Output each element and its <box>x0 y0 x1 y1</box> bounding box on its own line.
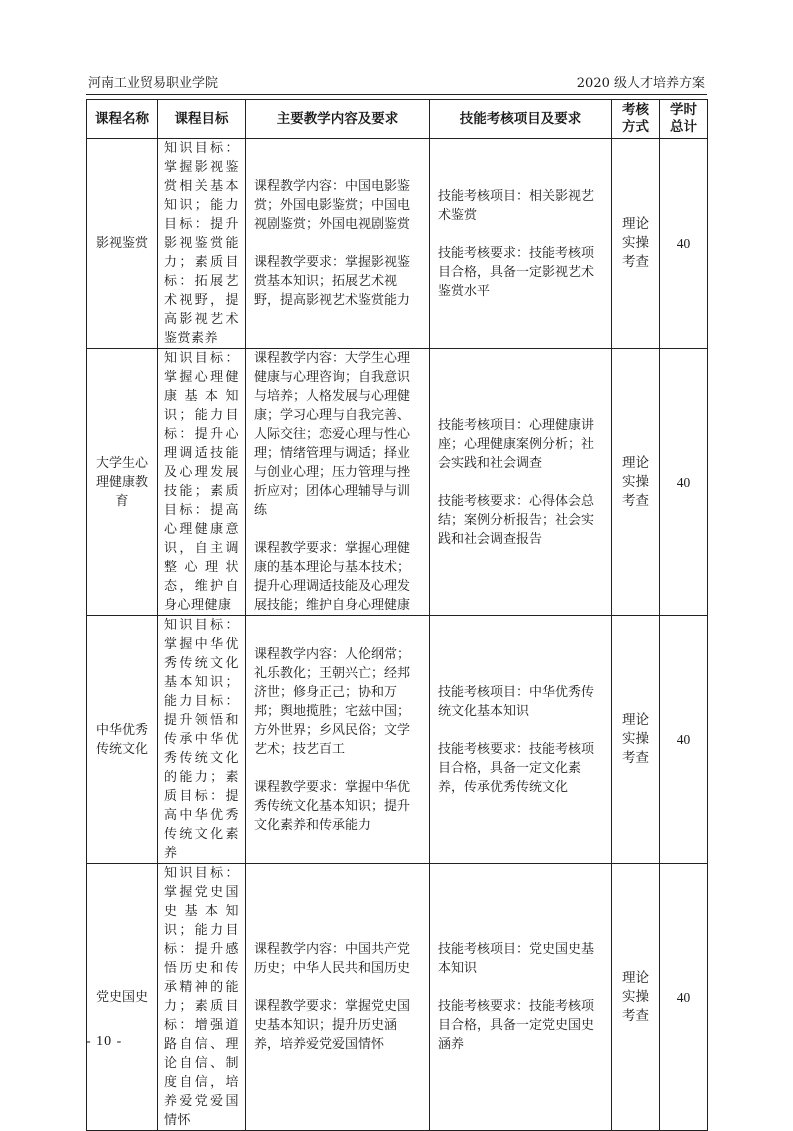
course-name: 大学生心理健康教育 <box>87 349 158 616</box>
page-number: - 10 - <box>86 1034 123 1049</box>
course-goal: 知识目标：掌握影视鉴赏相关基本知识；能力目标：提升影视鉴赏能力；素质目标：拓展艺术视野，提高影视艺术鉴赏素养 <box>158 139 246 349</box>
page-header <box>86 72 707 95</box>
assessment-method: 理论实操考查 <box>612 139 660 349</box>
course-name: 党史国史 <box>87 864 158 1131</box>
col-header-total-hours: 学时 总计 <box>660 100 708 139</box>
header-school-name: 河南工业贸易职业学院 <box>88 76 219 91</box>
total-hours: 40 <box>660 349 708 616</box>
skill-assessment <box>430 139 612 349</box>
col-header-course-goal: 课程目标 <box>158 100 246 139</box>
total-hours: 40 <box>660 616 708 864</box>
content-requirement: 课程教学要求：掌握党史国史基本知识；提升历史涵养，培养爱党爱国情怀 <box>254 999 411 1052</box>
total-hours: 40 <box>660 139 708 349</box>
skill-requirement: 技能考核要求：心得体会总结；案例分析报告；社会实践和社会调查报告 <box>438 493 595 547</box>
skill-assessment <box>430 864 612 1131</box>
assessment-method: 理论实操考查 <box>612 349 660 616</box>
course-goal: 知识目标：掌握心理健康基本知识；能力目标：提升心理调适技能及心理发展技能；素质目标：提高心理健康意识，自主调整心理状态，维护自身心理健康 <box>158 349 246 616</box>
skill-items: 技能考核项目：党史国史基本知识 <box>438 942 595 976</box>
teaching-content <box>246 864 430 1131</box>
skill-items: 技能考核项目：心理健康讲座；心理健康案例分析；社会实践和社会调查 <box>438 417 595 471</box>
col-header-skill-assessment: 技能考核项目及要求 <box>430 100 612 139</box>
course-table <box>86 99 708 1131</box>
course-goal: 知识目标：掌握党史国史基本知识；能力目标：提升感悟历史和传承精神的能力；素质目标：增强道路自信、理论自信、制度自信，培养爱党爱国情怀 <box>158 864 246 1131</box>
course-name: 中华优秀传统文化 <box>87 616 158 864</box>
skill-requirement: 技能考核要求：技能考核项目合格，具备一定文化素养，传承优秀传统文化 <box>438 741 595 795</box>
total-hours: 40 <box>660 864 708 1131</box>
table-row <box>87 349 708 616</box>
table-row <box>87 864 708 1131</box>
header-plan-title: 2020 级人才培养方案 <box>576 76 705 91</box>
course-goal: 知识目标：掌握中华优秀传统文化基本知识；能力目标：提升领悟和传承中华优秀传统文化的能力；素质目标：提高中华优秀传统文化素养 <box>158 616 246 864</box>
col-header-teaching-content: 主要教学内容及要求 <box>246 100 430 139</box>
skill-requirement: 技能考核要求：技能考核项目合格，具备一定党史国史涵养 <box>438 999 595 1052</box>
skill-requirement: 技能考核要求：技能考核项目合格，具备一定影视艺术鉴赏水平 <box>438 245 595 299</box>
content-requirement: 课程教学要求：掌握心理健康的基本理论与基本技术；提升心理调适技能及心理发展技能；维护自身心理健康 <box>254 541 411 613</box>
skill-items: 技能考核项目：相关影视艺术鉴赏 <box>438 188 595 223</box>
content-intro: 课程教学内容：中国电影鉴赏；外国电影鉴赏；中国电视剧鉴赏；外国电视剧鉴赏 <box>254 179 411 232</box>
teaching-content <box>246 139 430 349</box>
table-row <box>87 139 708 349</box>
skill-assessment <box>430 349 612 616</box>
teaching-content <box>246 349 430 616</box>
content-intro: 课程教学内容：大学生心理健康与心理咨询；自我意识与培养；人格发展与心理健康；学习心理与自我完善、人际交往；恋爱心理与性心理；情绪管理与调适；择业与创业心理；压力管理与挫折应对；团体心理辅导与训练 <box>254 351 411 518</box>
content-requirement: 课程教学要求：掌握中华优秀传统文化基本知识；提升文化素养和传承能力 <box>254 779 411 833</box>
teaching-content <box>246 616 430 864</box>
content-requirement: 课程教学要求：掌握影视鉴赏基本知识；拓展艺术视野，提高影视艺术鉴赏能力 <box>254 255 411 308</box>
col-header-course-name: 课程名称 <box>87 100 158 139</box>
skill-assessment <box>430 616 612 864</box>
skill-items: 技能考核项目：中华优秀传统文化基本知识 <box>438 684 595 719</box>
assessment-method: 理论实操考查 <box>612 864 660 1131</box>
col-header-assessment-method: 考核 方式 <box>612 100 660 139</box>
content-intro: 课程教学内容：人伦纲常；礼乐教化；王朝兴亡；经邦济世；修身正己；协和万邦；舆地揽胜；宅兹中国；方外世界；乡风民俗；文学艺术；技艺百工 <box>254 646 411 757</box>
table-header-row <box>87 100 708 139</box>
course-name: 影视鉴赏 <box>87 139 158 349</box>
assessment-method: 理论实操考查 <box>612 616 660 864</box>
table-row <box>87 616 708 864</box>
content-intro: 课程教学内容：中国共产党历史；中华人民共和国历史 <box>254 942 411 976</box>
